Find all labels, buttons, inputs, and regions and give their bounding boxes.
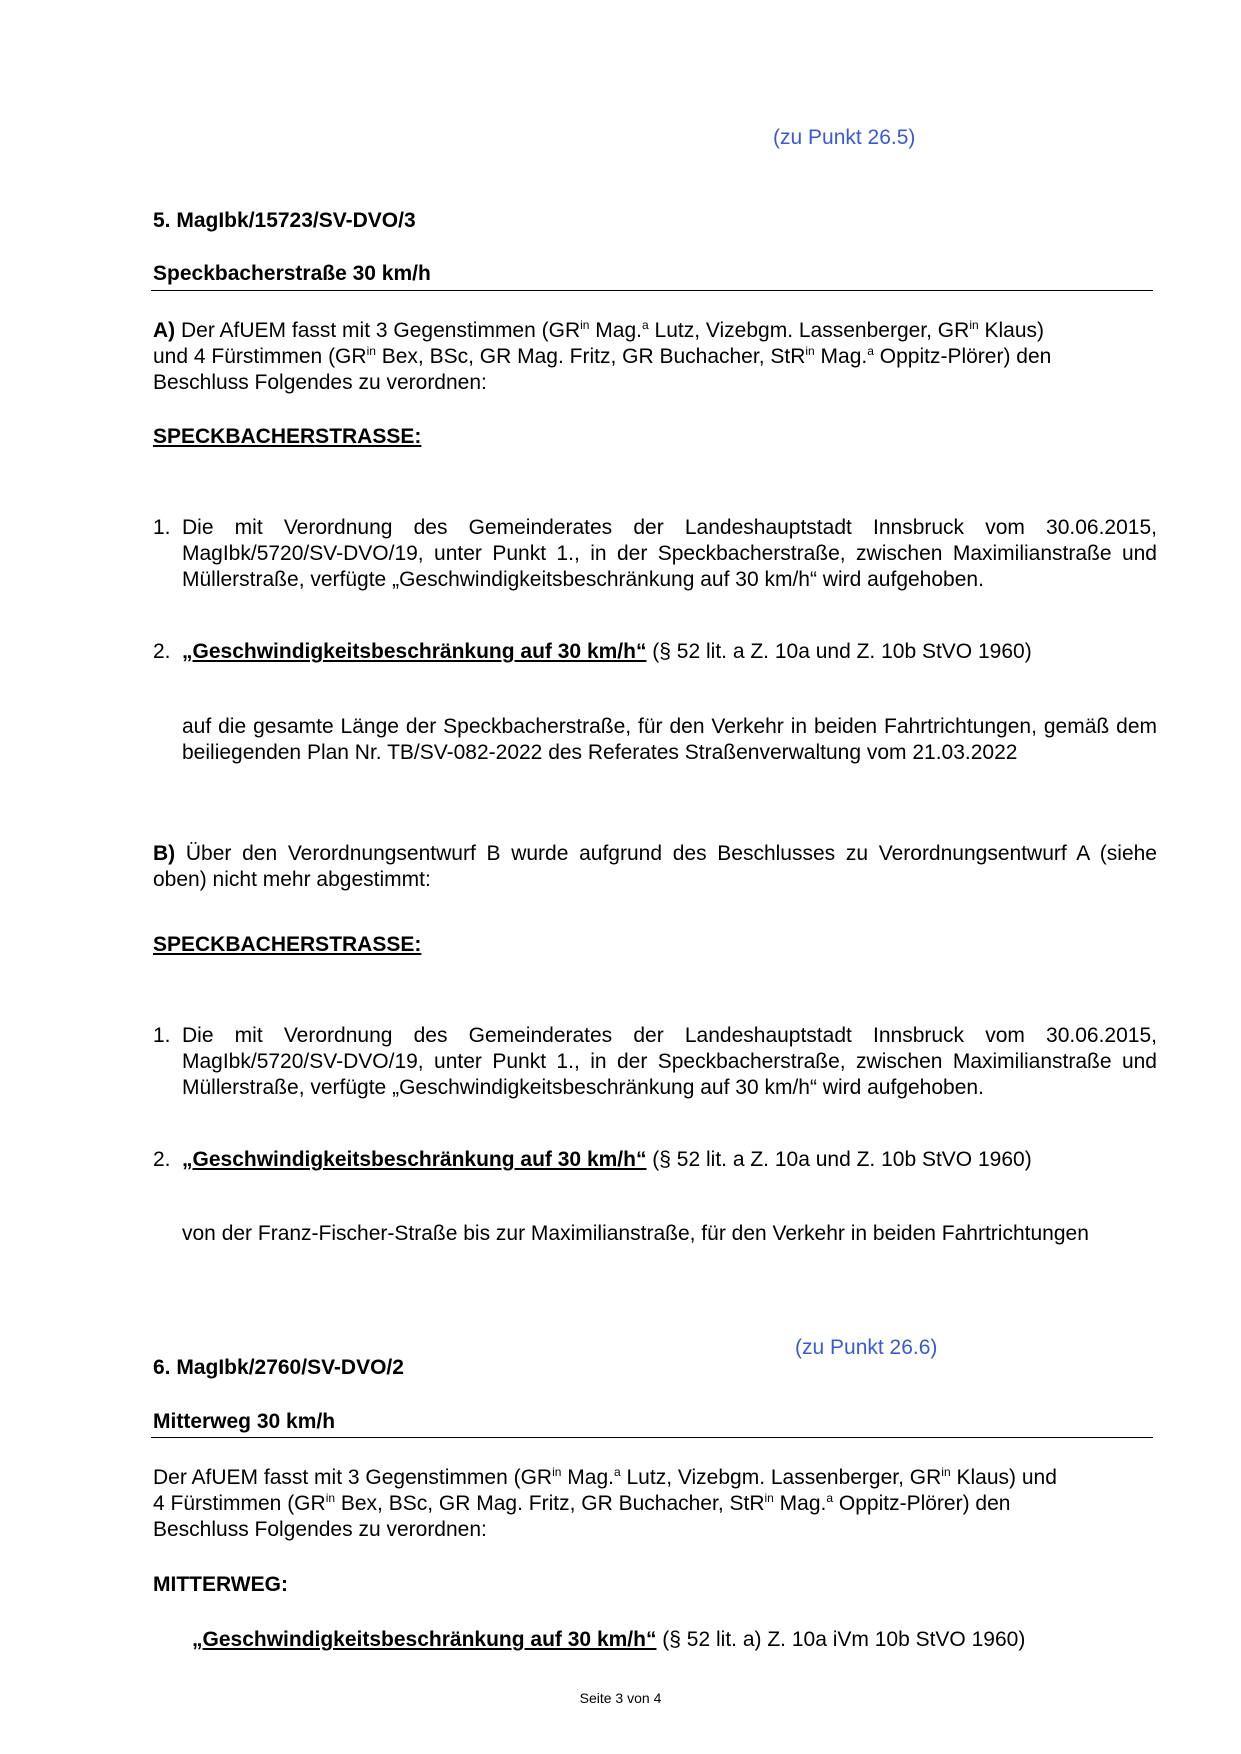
a-text-1: Der AfUEM fasst mit 3 Gegenstimmen (GR xyxy=(181,319,581,342)
b-item-2-number: 2. xyxy=(153,1148,171,1171)
sup-a: a xyxy=(613,1465,621,1479)
sup-in: in xyxy=(805,344,815,358)
mitterweg-rule-law: (§ 52 lit. a) Z. 10a iVm 10b StVO 1960) xyxy=(656,1628,1026,1651)
b-item-2-title: „Geschwindigkeitsbeschränkung auf 30 km/h“ xyxy=(182,1148,647,1171)
sup-in: in xyxy=(969,318,979,332)
b-item-2-line xyxy=(182,1147,1157,1173)
sup-in: in xyxy=(764,1491,774,1505)
sup-in: in xyxy=(552,1465,562,1479)
b-item-2-law: (§ 52 lit. a Z. 10a und Z. 10b StVO 1960) xyxy=(646,1148,1032,1171)
reference-punkt-26-5: (zu Punkt 26.5) xyxy=(773,126,916,149)
a-line2-3: Mag. xyxy=(814,345,868,368)
item-2-title: „Geschwindigkeitsbeschränkung auf 30 km/h“ xyxy=(182,640,647,663)
reference-punkt-26-6: (zu Punkt 26.6) xyxy=(795,1336,938,1359)
section-6-divider xyxy=(151,1437,1153,1438)
mitterweg-rule-title: „Geschwindigkeitsbeschränkung auf 30 km/h“ xyxy=(192,1628,657,1651)
s6-line1-2: Mag. xyxy=(561,1466,614,1489)
item-1-number: 1. xyxy=(153,516,171,539)
section-6-number: 6. MagIbk/2760/SV-DVO/2 xyxy=(153,1356,404,1379)
s6-line1-4: Klaus) und xyxy=(950,1466,1057,1489)
section-5-a-line-1 xyxy=(153,318,1157,344)
sup-in: in xyxy=(325,1491,336,1505)
sup-in: in xyxy=(366,344,376,358)
b-text: Über den Verordnungsentwurf B wurde aufgrund des Beschlusses zu Verordnungsentwurf A (siehe oben) nicht mehr abgestimmt: xyxy=(153,842,1157,891)
sup-in: in xyxy=(941,1465,951,1479)
a-text-4: Klaus) xyxy=(978,319,1045,342)
section-6-line-3: Beschluss Folgendes zu verordnen: xyxy=(153,1518,487,1541)
street-heading-speckbacher: SPECKBACHERSTRASSE: xyxy=(153,425,422,448)
a-line2-2: Bex, BSc, GR Mag. Fritz, GR Buchacher, StR xyxy=(375,345,806,368)
section-5-a-line-2 xyxy=(153,344,1157,370)
section-5-divider xyxy=(151,290,1153,291)
section-5-b-paragraph xyxy=(153,841,1157,893)
s6-line1-1: Der AfUEM fasst mit 3 Gegenstimmen (GR xyxy=(153,1466,553,1489)
sup-a: a xyxy=(826,1491,834,1505)
a-label: A) xyxy=(153,319,176,342)
page-footer: Seite 3 von 4 xyxy=(579,1690,662,1706)
section-5-title: Speckbacherstraße 30 km/h xyxy=(153,262,431,285)
section-6-line-1 xyxy=(153,1465,1157,1491)
section-5-a-line-3: Beschluss Folgendes zu verordnen: xyxy=(153,371,487,394)
item-2-detail: auf die gesamte Länge der Speckbacherstraße, für den Verkehr in beiden Fahrtrichtungen, gemäß dem beiliegenden Plan Nr. TB/SV-082-2022 des Referates Straßenverwaltung vom 21.03.2022 xyxy=(182,715,1157,764)
s6-line2-2: Bex, BSc, GR Mag. Fritz, GR Buchacher, StR xyxy=(335,1492,765,1515)
section-5-number: 5. MagIbk/15723/SV-DVO/3 xyxy=(153,209,416,232)
section-6-line-2 xyxy=(153,1491,1157,1517)
b-item-2-detail: von der Franz-Fischer-Straße bis zur Maximilianstraße, für den Verkehr in beiden Fahrtrichtungen xyxy=(182,1222,1089,1245)
a-line2-4: Oppitz-Plörer) den xyxy=(873,345,1052,368)
street-heading-speckbacher-b: SPECKBACHERSTRASSE: xyxy=(153,933,422,956)
a-text-2: Mag. xyxy=(589,319,642,342)
item-2-law: (§ 52 lit. a Z. 10a und Z. 10b StVO 1960) xyxy=(646,640,1032,663)
a-text-3: Lutz, Vizebgm. Lassenberger, GR xyxy=(648,319,970,342)
sup-a: a xyxy=(867,344,874,358)
s6-line1-3: Lutz, Vizebgm. Lassenberger, GR xyxy=(620,1466,942,1489)
sup-in: in xyxy=(580,318,590,332)
item-2-line xyxy=(182,639,1157,665)
section-6-title: Mitterweg 30 km/h xyxy=(153,1410,336,1433)
sup-a: a xyxy=(642,318,649,332)
b-item-1-number: 1. xyxy=(153,1024,171,1047)
s6-line2-1: 4 Fürstimmen (GR xyxy=(153,1492,326,1515)
street-heading-mitterweg: MITTERWEG: xyxy=(153,1573,288,1596)
item-2-number: 2. xyxy=(153,640,171,663)
s6-line2-3: Mag. xyxy=(773,1492,827,1515)
mitterweg-rule-line xyxy=(192,1627,1152,1653)
item-1-text: Die mit Verordnung des Gemeinderates der Landeshauptstadt Innsbruck vom 30.06.2015, MagIbk/5720/SV-DVO/19, unter Punkt 1., in der Speckbacherstraße, zwischen Maximilianstraße und Müllerstraße, verfügte „Geschwindigkeitsbeschränkung auf 30 km/h“ wird aufgehoben. xyxy=(182,516,1157,591)
a-line2-1: und 4 Fürstimmen (GR xyxy=(153,345,367,368)
s6-line2-4: Oppitz-Plörer) den xyxy=(833,1492,1011,1515)
b-item-1-text: Die mit Verordnung des Gemeinderates der Landeshauptstadt Innsbruck vom 30.06.2015, MagIbk/5720/SV-DVO/19, unter Punkt 1., in der Speckbacherstraße, zwischen Maximilianstraße und Müllerstraße, verfügte „Geschwindigkeitsbeschränkung auf 30 km/h“ wird aufgehoben. xyxy=(182,1024,1157,1099)
b-label: B) xyxy=(153,842,176,865)
